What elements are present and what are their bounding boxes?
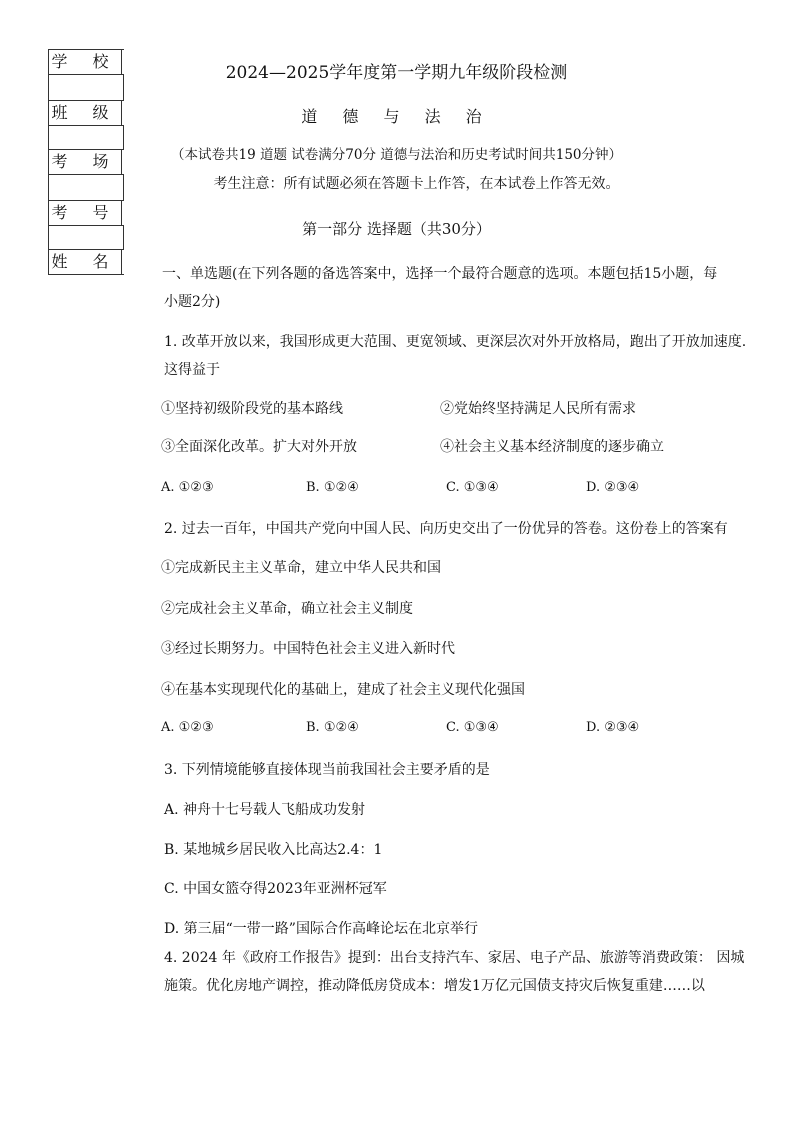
class-label: 班 级 [48,101,122,125]
statement: ④社会主义基本经济制度的逐步确立 [440,439,664,455]
part-heading: 第一部分 选择题（共30分） [302,220,491,238]
statement: ③经过长期努力。中国特色社会主义进入新时代 [161,641,455,657]
option-a[interactable]: A. ①②③ [161,720,214,735]
exam-notice: 考生注意：所有试题必须在答题卡上作答，在本试卷上作答无效。 [213,176,620,192]
option-c[interactable]: C. ①③④ [446,720,499,735]
question-stem: 3. 下列情境能够直接体现当前我国社会主要矛盾的是 [164,762,490,778]
statement: ①坚持初级阶段党的基本路线 [161,401,343,417]
statement: ②完成社会主义革命，确立社会主义制度 [161,601,413,617]
option-b[interactable]: B. ①②④ [306,720,359,735]
option-d[interactable]: D. ②③④ [586,480,640,495]
question-stem-cont: 这得益于 [164,362,220,378]
section-instruction: 一、单选题(在下列各题的备选答案中，选择一个最符合题意的选项。本题包括15小题，每 [162,266,718,282]
section-instruction-cont: 小题2分) [164,294,221,310]
school-label: 学 校 [48,50,122,74]
statement: ①完成新民主主义革命，建立中华人民共和国 [161,560,441,576]
exam-room-label: 考 场 [48,150,122,174]
statement: ④在基本实现现代化的基础上，建成了社会主义现代化强国 [161,682,525,698]
option-d[interactable]: D. 第三届“一带一路”国际合作高峰论坛在北京举行 [164,921,478,937]
exam-number-label: 考 号 [48,201,122,225]
exam-info: （本试卷共19 道题 试卷满分70分 道德与法治和历史考试时间共150分钟） [171,147,622,163]
question-stem-cont: 施策。优化房地产调控，推动降低房贷成本：增发1万亿元国债支持灾后恢复重建……以 [164,978,705,994]
exam-title: 2024—2025学年度第一学期九年级阶段检测 [225,63,568,83]
option-c[interactable]: C. 中国女篮夺得2023年亚洲杯冠军 [164,881,387,897]
option-b[interactable]: B. ①②④ [306,480,359,495]
question-stem: 4. 2024 年《政府工作报告》提到：出台支持汽车、家居、电子产品、旅游等消费政策： 因城 [164,950,745,966]
divider [48,274,124,275]
statement: ③全面深化改革。扩大对外开放 [161,439,357,455]
statement: ②党始终坚持满足人民所有需求 [440,401,636,417]
option-b[interactable]: B. 某地城乡居民收入比高达2.4：1 [164,842,383,858]
name-label: 姓 名 [48,250,122,274]
option-d[interactable]: D. ②③④ [586,720,640,735]
question-stem: 1. 改革开放以来，我国形成更大范围、更宽领域、更深层次对外开放格局，跑出了开放加速度. [164,334,747,350]
option-a[interactable]: A. 神舟十七号载人飞船成功发射 [164,802,366,818]
question-stem: 2. 过去一百年，中国共产党向中国人民、向历史交出了一份优异的答卷。这份卷上的答案有 [164,521,728,537]
subject-title: 道 德 与 法 治 [301,107,492,126]
option-c[interactable]: C. ①③④ [446,480,499,495]
option-a[interactable]: A. ①②③ [161,480,214,495]
